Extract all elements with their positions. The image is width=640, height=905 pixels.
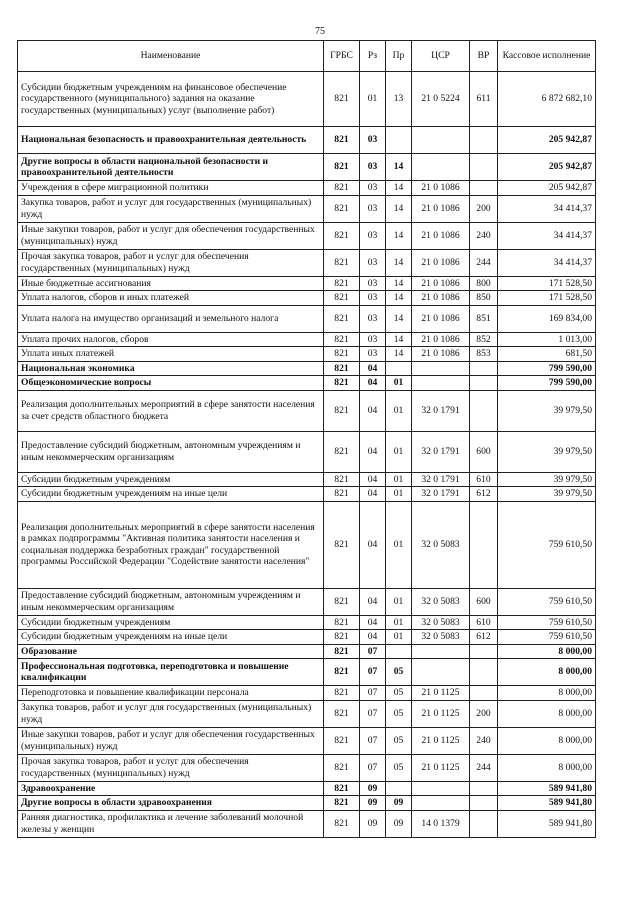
cell-vr: 600 bbox=[470, 431, 498, 472]
cell-vr bbox=[470, 659, 498, 686]
cell-pr: 14 bbox=[386, 154, 412, 181]
table-row bbox=[18, 686, 596, 701]
cell-grbs: 821 bbox=[324, 754, 360, 781]
cell-rz: 03 bbox=[360, 332, 386, 347]
table-row bbox=[18, 291, 596, 306]
cell-name: Учреждения в сфере миграционной политики bbox=[18, 181, 324, 196]
cell-pr: 01 bbox=[386, 588, 412, 615]
table-row bbox=[18, 659, 596, 686]
cell-amount: 39 979,50 bbox=[498, 390, 596, 431]
cell-csr: 21 0 1086 bbox=[412, 195, 470, 222]
cell-grbs: 821 bbox=[324, 332, 360, 347]
cell-csr: 21 0 1125 bbox=[412, 727, 470, 754]
cell-vr bbox=[470, 154, 498, 181]
cell-rz: 09 bbox=[360, 810, 386, 837]
cell-rz: 01 bbox=[360, 72, 386, 127]
cell-rz: 03 bbox=[360, 127, 386, 154]
cell-rz: 04 bbox=[360, 501, 386, 588]
cell-csr bbox=[412, 376, 470, 391]
table-row bbox=[18, 276, 596, 291]
cell-amount: 1 013,00 bbox=[498, 332, 596, 347]
cell-vr: 612 bbox=[470, 630, 498, 645]
cell-csr: 21 0 1086 bbox=[412, 222, 470, 249]
cell-rz: 03 bbox=[360, 249, 386, 276]
cell-csr: 32 0 5083 bbox=[412, 588, 470, 615]
cell-csr bbox=[412, 154, 470, 181]
header-amount: Кассовое исполнение bbox=[498, 41, 596, 72]
cell-grbs: 821 bbox=[324, 127, 360, 154]
cell-grbs: 821 bbox=[324, 431, 360, 472]
table-row bbox=[18, 700, 596, 727]
header-vr: ВР bbox=[470, 41, 498, 72]
cell-name: Иные бюджетные ассигнования bbox=[18, 276, 324, 291]
cell-rz: 07 bbox=[360, 700, 386, 727]
cell-name: Предоставление субсидий бюджетным, автономным учреждениям и иным некоммерческим организациям bbox=[18, 431, 324, 472]
header-grbs: ГРБС bbox=[324, 41, 360, 72]
cell-rz: 04 bbox=[360, 487, 386, 502]
cell-pr: 14 bbox=[386, 291, 412, 306]
table-row bbox=[18, 332, 596, 347]
page-number: 75 bbox=[315, 26, 325, 37]
cell-name: Общеэкономические вопросы bbox=[18, 376, 324, 391]
table-row bbox=[18, 347, 596, 362]
cell-name: Здравоохранение bbox=[18, 781, 324, 796]
cell-pr: 14 bbox=[386, 332, 412, 347]
cell-pr: 09 bbox=[386, 810, 412, 837]
cell-name: Субсидии бюджетным учреждениям на иные цели bbox=[18, 487, 324, 502]
cell-vr: 610 bbox=[470, 615, 498, 630]
cell-amount: 799 590,00 bbox=[498, 376, 596, 391]
table-row bbox=[18, 796, 596, 811]
table-header-row bbox=[18, 41, 596, 72]
cell-vr: 612 bbox=[470, 487, 498, 502]
cell-grbs: 821 bbox=[324, 644, 360, 659]
cell-amount: 8 000,00 bbox=[498, 686, 596, 701]
cell-vr: 200 bbox=[470, 700, 498, 727]
cell-rz: 03 bbox=[360, 347, 386, 362]
cell-csr: 21 0 5224 bbox=[412, 72, 470, 127]
cell-pr: 09 bbox=[386, 796, 412, 811]
table-row bbox=[18, 127, 596, 154]
cell-amount: 759 610,50 bbox=[498, 588, 596, 615]
cell-vr bbox=[470, 796, 498, 811]
cell-pr: 14 bbox=[386, 276, 412, 291]
cell-amount: 171 528,50 bbox=[498, 276, 596, 291]
cell-rz: 07 bbox=[360, 727, 386, 754]
cell-csr bbox=[412, 781, 470, 796]
cell-pr: 01 bbox=[386, 376, 412, 391]
cell-vr bbox=[470, 781, 498, 796]
cell-name: Субсидии бюджетным учреждениям на иные цели bbox=[18, 630, 324, 645]
cell-amount: 589 941,80 bbox=[498, 781, 596, 796]
cell-grbs: 821 bbox=[324, 154, 360, 181]
cell-csr bbox=[412, 796, 470, 811]
cell-amount: 39 979,50 bbox=[498, 472, 596, 487]
cell-amount: 39 979,50 bbox=[498, 487, 596, 502]
header-pr: Пр bbox=[386, 41, 412, 72]
cell-vr bbox=[470, 376, 498, 391]
cell-pr: 14 bbox=[386, 222, 412, 249]
cell-vr: 851 bbox=[470, 305, 498, 332]
table-row bbox=[18, 810, 596, 837]
cell-rz: 04 bbox=[360, 431, 386, 472]
cell-amount: 205 942,87 bbox=[498, 181, 596, 196]
cell-amount: 8 000,00 bbox=[498, 727, 596, 754]
header-csr: ЦСР bbox=[412, 41, 470, 72]
cell-name: Субсидии бюджетным учреждениям на финансовое обеспечение государственного (муниципального) задания на оказание государственных (муниципальных) услуг (выполнение работ) bbox=[18, 72, 324, 127]
table-row bbox=[18, 195, 596, 222]
cell-amount: 169 834,00 bbox=[498, 305, 596, 332]
cell-pr: 01 bbox=[386, 615, 412, 630]
cell-grbs: 821 bbox=[324, 686, 360, 701]
cell-grbs: 821 bbox=[324, 361, 360, 376]
cell-amount: 34 414,37 bbox=[498, 249, 596, 276]
cell-rz: 03 bbox=[360, 291, 386, 306]
cell-grbs: 821 bbox=[324, 222, 360, 249]
cell-rz: 04 bbox=[360, 630, 386, 645]
cell-vr bbox=[470, 181, 498, 196]
cell-name: Уплата прочих налогов, сборов bbox=[18, 332, 324, 347]
table-row bbox=[18, 487, 596, 502]
cell-amount: 39 979,50 bbox=[498, 431, 596, 472]
cell-vr: 852 bbox=[470, 332, 498, 347]
cell-vr: 853 bbox=[470, 347, 498, 362]
cell-csr: 21 0 1125 bbox=[412, 700, 470, 727]
cell-amount: 759 610,50 bbox=[498, 615, 596, 630]
cell-name: Прочая закупка товаров, работ и услуг для обеспечения государственных (муниципальных) нужд bbox=[18, 249, 324, 276]
cell-vr: 244 bbox=[470, 754, 498, 781]
cell-name: Национальная безопасность и правоохранительная деятельность bbox=[18, 127, 324, 154]
cell-rz: 03 bbox=[360, 305, 386, 332]
table-row bbox=[18, 727, 596, 754]
cell-grbs: 821 bbox=[324, 630, 360, 645]
cell-vr: 200 bbox=[470, 195, 498, 222]
cell-pr: 01 bbox=[386, 390, 412, 431]
cell-name: Переподготовка и повышение квалификации персонала bbox=[18, 686, 324, 701]
cell-pr: 14 bbox=[386, 305, 412, 332]
cell-pr: 14 bbox=[386, 347, 412, 362]
cell-rz: 07 bbox=[360, 686, 386, 701]
cell-csr: 21 0 1086 bbox=[412, 347, 470, 362]
cell-rz: 07 bbox=[360, 644, 386, 659]
cell-name: Другие вопросы в области здравоохранения bbox=[18, 796, 324, 811]
cell-name: Субсидии бюджетным учреждениям bbox=[18, 615, 324, 630]
cell-vr: 240 bbox=[470, 222, 498, 249]
budget-execution-table bbox=[17, 40, 596, 838]
table-row bbox=[18, 222, 596, 249]
cell-grbs: 821 bbox=[324, 588, 360, 615]
header-rz: Рз bbox=[360, 41, 386, 72]
cell-rz: 03 bbox=[360, 276, 386, 291]
cell-amount: 205 942,87 bbox=[498, 127, 596, 154]
cell-grbs: 821 bbox=[324, 347, 360, 362]
cell-csr: 21 0 1125 bbox=[412, 754, 470, 781]
cell-name: Национальная экономика bbox=[18, 361, 324, 376]
cell-name: Иные закупки товаров, работ и услуг для обеспечения государственных (муниципальных) нужд bbox=[18, 727, 324, 754]
cell-pr: 05 bbox=[386, 700, 412, 727]
cell-name: Прочая закупка товаров, работ и услуг для обеспечения государственных (муниципальных) нужд bbox=[18, 754, 324, 781]
cell-grbs: 821 bbox=[324, 195, 360, 222]
cell-rz: 03 bbox=[360, 154, 386, 181]
cell-pr: 01 bbox=[386, 487, 412, 502]
cell-rz: 09 bbox=[360, 796, 386, 811]
cell-amount: 799 590,00 bbox=[498, 361, 596, 376]
cell-vr bbox=[470, 686, 498, 701]
cell-name: Профессиональная подготовка, переподготовка и повышение квалификации bbox=[18, 659, 324, 686]
cell-name: Образование bbox=[18, 644, 324, 659]
cell-csr: 32 0 5083 bbox=[412, 615, 470, 630]
cell-grbs: 821 bbox=[324, 659, 360, 686]
cell-vr bbox=[470, 644, 498, 659]
cell-pr: 14 bbox=[386, 249, 412, 276]
cell-csr: 32 0 1791 bbox=[412, 390, 470, 431]
cell-csr: 21 0 1086 bbox=[412, 305, 470, 332]
cell-vr: 600 bbox=[470, 588, 498, 615]
cell-csr: 21 0 1086 bbox=[412, 181, 470, 196]
table-row bbox=[18, 181, 596, 196]
cell-amount: 6 872 682,10 bbox=[498, 72, 596, 127]
cell-rz: 07 bbox=[360, 754, 386, 781]
cell-pr: 05 bbox=[386, 727, 412, 754]
cell-grbs: 821 bbox=[324, 810, 360, 837]
cell-pr: 13 bbox=[386, 72, 412, 127]
cell-grbs: 821 bbox=[324, 615, 360, 630]
cell-vr bbox=[470, 810, 498, 837]
cell-grbs: 821 bbox=[324, 376, 360, 391]
cell-rz: 04 bbox=[360, 376, 386, 391]
cell-amount: 171 528,50 bbox=[498, 291, 596, 306]
cell-csr: 32 0 1791 bbox=[412, 487, 470, 502]
table-row bbox=[18, 376, 596, 391]
cell-rz: 04 bbox=[360, 472, 386, 487]
cell-name: Другие вопросы в области национальной безопасности и правоохранительной деятельности bbox=[18, 154, 324, 181]
cell-rz: 03 bbox=[360, 195, 386, 222]
cell-pr: 14 bbox=[386, 195, 412, 222]
table-row bbox=[18, 781, 596, 796]
header-name: Наименование bbox=[18, 41, 324, 72]
cell-grbs: 821 bbox=[324, 72, 360, 127]
cell-pr: 01 bbox=[386, 472, 412, 487]
cell-amount: 205 942,87 bbox=[498, 154, 596, 181]
cell-amount: 34 414,37 bbox=[498, 195, 596, 222]
cell-pr bbox=[386, 644, 412, 659]
cell-amount: 8 000,00 bbox=[498, 700, 596, 727]
cell-grbs: 821 bbox=[324, 249, 360, 276]
cell-amount: 8 000,00 bbox=[498, 659, 596, 686]
cell-csr bbox=[412, 659, 470, 686]
cell-grbs: 821 bbox=[324, 796, 360, 811]
table-row bbox=[18, 154, 596, 181]
cell-csr: 21 0 1086 bbox=[412, 332, 470, 347]
cell-vr: 244 bbox=[470, 249, 498, 276]
cell-pr: 05 bbox=[386, 754, 412, 781]
cell-grbs: 821 bbox=[324, 276, 360, 291]
cell-vr: 611 bbox=[470, 72, 498, 127]
cell-csr bbox=[412, 361, 470, 376]
cell-pr: 05 bbox=[386, 659, 412, 686]
table-row bbox=[18, 588, 596, 615]
cell-vr: 850 bbox=[470, 291, 498, 306]
cell-grbs: 821 bbox=[324, 390, 360, 431]
cell-grbs: 821 bbox=[324, 700, 360, 727]
cell-csr: 14 0 1379 bbox=[412, 810, 470, 837]
cell-pr bbox=[386, 781, 412, 796]
table-row bbox=[18, 754, 596, 781]
cell-rz: 04 bbox=[360, 361, 386, 376]
cell-rz: 04 bbox=[360, 588, 386, 615]
cell-vr bbox=[470, 361, 498, 376]
cell-amount: 8 000,00 bbox=[498, 644, 596, 659]
cell-grbs: 821 bbox=[324, 501, 360, 588]
cell-rz: 07 bbox=[360, 659, 386, 686]
table-row bbox=[18, 644, 596, 659]
cell-csr: 32 0 5083 bbox=[412, 501, 470, 588]
cell-pr: 14 bbox=[386, 181, 412, 196]
cell-grbs: 821 bbox=[324, 727, 360, 754]
cell-grbs: 821 bbox=[324, 472, 360, 487]
cell-grbs: 821 bbox=[324, 291, 360, 306]
cell-name: Субсидии бюджетным учреждениям bbox=[18, 472, 324, 487]
table-row bbox=[18, 501, 596, 588]
cell-grbs: 821 bbox=[324, 781, 360, 796]
cell-name: Реализация дополнительных мероприятий в сфере занятости населения за счет средств областного бюджета bbox=[18, 390, 324, 431]
cell-amount: 759 610,50 bbox=[498, 501, 596, 588]
cell-pr: 01 bbox=[386, 501, 412, 588]
cell-rz: 03 bbox=[360, 181, 386, 196]
cell-csr: 21 0 1086 bbox=[412, 291, 470, 306]
cell-rz: 09 bbox=[360, 781, 386, 796]
table-row bbox=[18, 472, 596, 487]
cell-vr: 800 bbox=[470, 276, 498, 291]
table-row bbox=[18, 361, 596, 376]
cell-vr: 240 bbox=[470, 727, 498, 754]
table-row bbox=[18, 390, 596, 431]
cell-vr bbox=[470, 501, 498, 588]
cell-pr: 01 bbox=[386, 431, 412, 472]
cell-amount: 34 414,37 bbox=[498, 222, 596, 249]
cell-pr: 01 bbox=[386, 630, 412, 645]
cell-vr bbox=[470, 127, 498, 154]
cell-csr: 21 0 1125 bbox=[412, 686, 470, 701]
cell-grbs: 821 bbox=[324, 181, 360, 196]
table-row bbox=[18, 431, 596, 472]
cell-vr: 610 bbox=[470, 472, 498, 487]
cell-csr: 21 0 1086 bbox=[412, 249, 470, 276]
cell-pr: 05 bbox=[386, 686, 412, 701]
table-row bbox=[18, 615, 596, 630]
cell-csr: 32 0 1791 bbox=[412, 431, 470, 472]
cell-grbs: 821 bbox=[324, 487, 360, 502]
cell-grbs: 821 bbox=[324, 305, 360, 332]
cell-name: Уплата налогов, сборов и иных платежей bbox=[18, 291, 324, 306]
cell-amount: 589 941,80 bbox=[498, 810, 596, 837]
cell-csr: 32 0 5083 bbox=[412, 630, 470, 645]
cell-amount: 589 941,80 bbox=[498, 796, 596, 811]
cell-csr: 21 0 1086 bbox=[412, 276, 470, 291]
cell-name: Уплата налога на имущество организаций и земельного налога bbox=[18, 305, 324, 332]
cell-name: Закупка товаров, работ и услуг для государственных (муниципальных) нужд bbox=[18, 700, 324, 727]
cell-rz: 04 bbox=[360, 615, 386, 630]
table-row bbox=[18, 249, 596, 276]
table-row bbox=[18, 630, 596, 645]
cell-csr bbox=[412, 644, 470, 659]
cell-rz: 03 bbox=[360, 222, 386, 249]
cell-vr bbox=[470, 390, 498, 431]
cell-csr: 32 0 1791 bbox=[412, 472, 470, 487]
cell-name: Закупка товаров, работ и услуг для государственных (муниципальных) нужд bbox=[18, 195, 324, 222]
cell-name: Ранняя диагностика, профилактика и лечение заболеваний молочной железы у женщин bbox=[18, 810, 324, 837]
cell-pr bbox=[386, 361, 412, 376]
cell-csr bbox=[412, 127, 470, 154]
cell-name: Предоставление субсидий бюджетным, автономным учреждениям и иным некоммерческим организациям bbox=[18, 588, 324, 615]
cell-amount: 759 610,50 bbox=[498, 630, 596, 645]
cell-name: Уплата иных платежей bbox=[18, 347, 324, 362]
cell-pr bbox=[386, 127, 412, 154]
cell-name: Реализация дополнительных мероприятий в сфере занятости населения в рамках подпрограммы "Активная политика занятости населения и социальная поддержка безработных граждан" государственной программы Российской Федерации "Содействие занятости населения" bbox=[18, 501, 324, 588]
table-row bbox=[18, 72, 596, 127]
table-row bbox=[18, 305, 596, 332]
cell-name: Иные закупки товаров, работ и услуг для обеспечения государственных (муниципальных) нужд bbox=[18, 222, 324, 249]
cell-amount: 681,50 bbox=[498, 347, 596, 362]
cell-amount: 8 000,00 bbox=[498, 754, 596, 781]
cell-rz: 04 bbox=[360, 390, 386, 431]
